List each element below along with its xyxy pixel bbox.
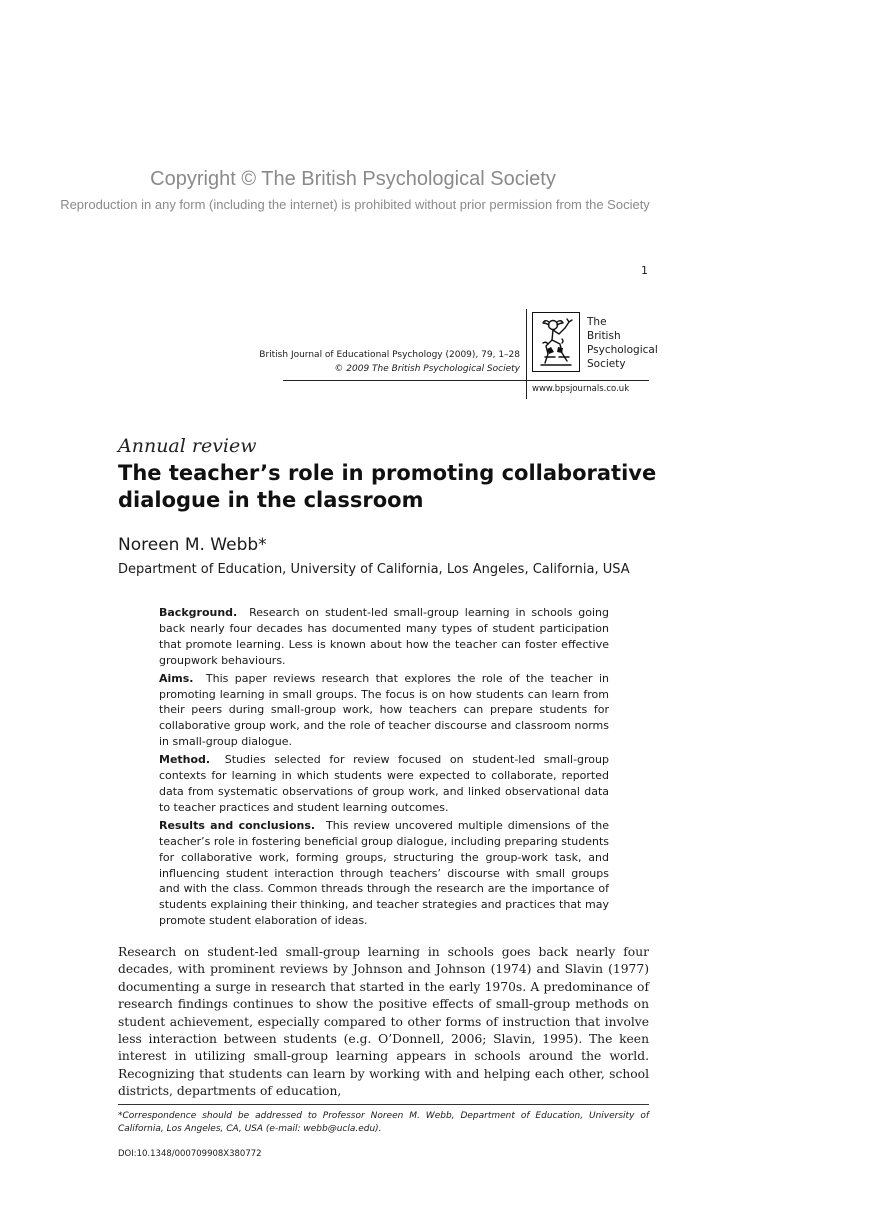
journal-copyright (334, 364, 520, 374)
header-vertical-rule (526, 309, 527, 399)
abstract-text: This review uncovered multiple dimensions of the teacher’s role in fostering beneficial group dialogue, including preparing students for collaborative work, forming groups, structuring the group-work task, and influencing student interaction through teachers’ discourse with small groups and with the class. Common threads through the research are the importance of students explaining their thinking, and teacher strategies and practices that may promote student elaboration of ideas. (159, 818, 610, 928)
abstract-label: Results and conclusions. (159, 818, 316, 832)
abstract-paragraph (159, 605, 609, 669)
bps-logo-icon (532, 312, 580, 372)
page-number: 1 (641, 264, 648, 277)
publisher-name-line: British (587, 330, 621, 342)
abstract-paragraph (159, 752, 609, 816)
reproduction-notice: Reproduction in any form (including the internet) is prohibited without prior permission from the Society (60, 197, 650, 212)
abstract-label: Method. (159, 753, 211, 767)
footnote: *Correspondence should be addressed to Professor Noreen M. Webb, Department of Education, University of California, Los Angeles, CA, USA (e-mail: webb@ucla.edu). (118, 1111, 649, 1134)
footnote-rule (118, 1104, 649, 1105)
copyright-banner: Copyright © The British Psychological Society (150, 168, 556, 190)
doi: DOI:10.1348/000709908X380772 (118, 1149, 262, 1159)
author-name: Noreen M. Webb* (118, 535, 267, 555)
header-horizontal-rule (283, 380, 649, 381)
body-text (118, 944, 649, 1101)
abstract-label: Background. (159, 606, 238, 619)
abstract-paragraph (159, 671, 609, 751)
publisher-name (587, 315, 658, 371)
abstract-label: Aims. (159, 671, 194, 685)
article-title-line: The teacher’s role in promoting collaborative (118, 461, 657, 485)
author-affiliation: Department of Education, University of California, Los Angeles, California, USA (118, 562, 630, 577)
abstract (159, 605, 609, 931)
journal-website-link[interactable]: www.bpsjournals.co.uk (532, 384, 630, 394)
bps-logo-figure-icon (533, 313, 579, 371)
publisher-name-line: Society (587, 358, 626, 370)
abstract-paragraph (159, 818, 609, 929)
publisher-name-line: The (587, 316, 607, 328)
section-label: Annual review (118, 435, 257, 457)
journal-citation: British Journal of Educational Psychology (2009), 79, 1–28 (259, 350, 520, 360)
body-paragraph: Research on student-led small-group learning in schools goes back nearly four decades, with prominent reviews by Johnson and Johnson (1974) and Slavin (1977) documenting a surge in research that started in the early 1970s. A predominance of research findings continues to show the positive effects of small-group methods on student achievement, especially compared to other forms of instruction that involve less interaction between students (e.g. O’Donnell, 2006; Slavin, 1995). The keen interest in utilizing small-group learning appears in schools around the world. Recognizing that students can learn by working with and helping each other, school districts, departments of education, (118, 945, 649, 1099)
article-title-line: dialogue in the classroom (118, 488, 424, 512)
copyright-symbol: © (334, 364, 344, 374)
publisher-name-line: Psychological (587, 344, 658, 356)
abstract-text: This paper reviews research that explores the role of the teacher in promoting learning in small groups. The focus is on how students can learn from their peers during small-group work, how teachers can prepare students for collaborative group work, and the role of teacher discourse and classroom norms in small-group dialogue. (159, 671, 609, 749)
abstract-text: Research on student-led small-group learning in schools going back nearly four decades has documented many types of student participation that promote learning. Less is known about how the teacher can foster effective groupwork behaviours. (159, 606, 609, 667)
journal-copyright-text: 2009 The British Psychological Society (346, 364, 520, 374)
article-title (118, 460, 658, 514)
abstract-text: Studies selected for review focused on student-led small-group contexts for learning in which students were expected to collaborate, reported data from systematic observations of group work, and linked observational data to teacher practices and student learning outcomes. (159, 753, 609, 814)
